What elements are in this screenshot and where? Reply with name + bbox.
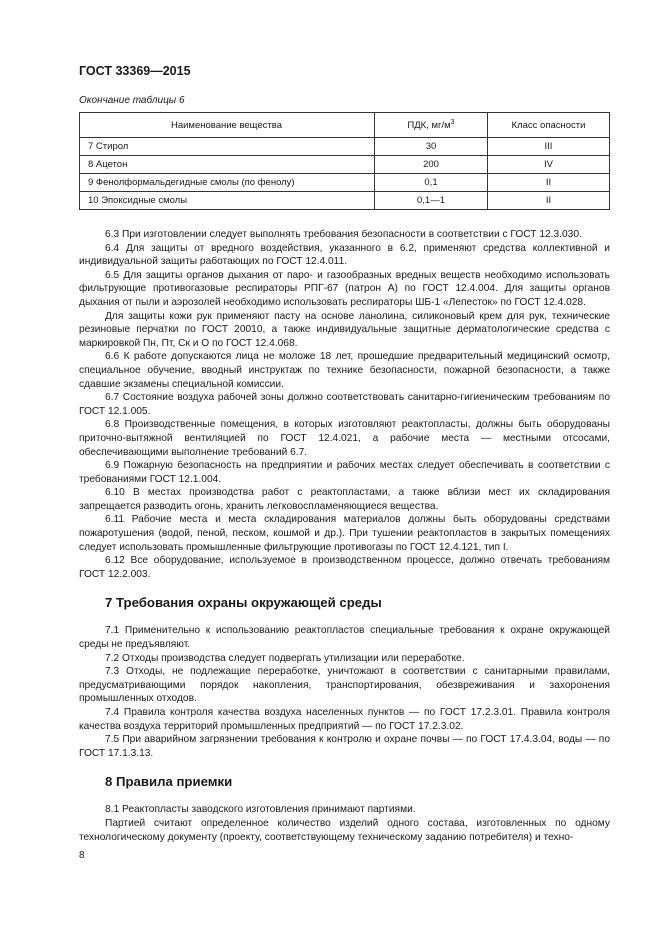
table-row (80, 156, 610, 174)
table-caption: Окончание таблицы 6 (79, 95, 185, 106)
cell-pdk: 30 (375, 138, 488, 156)
cell-substance: 9 Фенолформальдегидные смолы (по фенолу) (80, 174, 375, 192)
document-body (79, 228, 610, 844)
header-pdk (375, 113, 488, 138)
paragraph-6-6: 6.6 К работе допускаются лица не моложе 18 лет, прошедшие предварительный медицинский осмотр, специальное обучение, вводный инструктаж по технике безопасности, пожарной безопасности, а также сдавшие экзамены специальной комиссии. (79, 351, 610, 390)
paragraph-7-2: 7.2 Отходы производства следует подвергать утилизации или переработке. (105, 652, 465, 664)
paragraph-6-8: 6.8 Производственные помещения, в которых изготовляют реактопласты, должны быть оборудованы приточно-вытяжной вентиляцией по ГОСТ 12.4.021, а рабочие места — местными отсосами, обеспечивающими выполнение требований 6.7. (79, 419, 610, 458)
paragraph-7-5: 7.5 При аварийном загрязнении требования к контролю и охране почвы — по ГОСТ 17.4.3.04, воды — по ГОСТ 17.1.3.13. (79, 734, 610, 759)
cell-substance: 10 Эпоксидные смолы (80, 192, 375, 210)
table-header-row (80, 113, 610, 138)
paragraph-skin-protection: Для защиты кожи рук применяют пасту на основе ланолина, силиконовый крем для рук, технические резиновые перчатки по ГОСТ 20010, а также индивидуальные защитные дерматологические средства с маркировкой Пн, Пт, Ск и О по ГОСТ 12.4.068. (79, 310, 610, 349)
cell-pdk: 0,1 (375, 174, 488, 192)
paragraph-7-4: 7.4 Правила контроля качества воздуха населенных пунктов — по ГОСТ 17.2.3.01. Правила контроля качества воздуха территорий промышленных предприятий — по ГОСТ 17.2.3.02. (79, 707, 610, 732)
section-7-title: 7 Требования охраны окружающей среды (105, 595, 382, 611)
header-hazard-class: Класс опасности (488, 113, 610, 138)
cell-substance: 7 Стирол (80, 138, 375, 156)
hazard-table (79, 112, 610, 210)
section-8-title: 8 Правила приемки (105, 774, 233, 790)
table-row (80, 192, 610, 210)
paragraph-6-7: 6.7 Состояние воздуха рабочей зоны должно соответствовать санитарно-гигиеническим требованиям по ГОСТ 12.1.005. (79, 392, 610, 417)
cell-class: II (488, 174, 610, 192)
table-row (80, 138, 610, 156)
cell-class: III (488, 138, 610, 156)
paragraph-7-3: 7.3 Отходы, не подлежащие переработке, уничтожают в соответствии с санитарными правилами, предусматривающими порядок накопления, транспортирования, обезвреживания и захоронения промышленных отходов. (79, 666, 610, 705)
table-row (80, 174, 610, 192)
paragraph-6-12: 6.12 Все оборудование, используемое в производственном процессе, должно отвечать требованиям ГОСТ 12.2.003. (79, 555, 610, 580)
paragraph-batch-definition: Партией считают определенное количество изделий одного состава, изготовленных по одному технологическому документу (проекту, соответствующему техническому заданию потребителя) и техно- (79, 817, 610, 843)
page-number: 8 (79, 850, 85, 861)
cell-class: IV (488, 156, 610, 174)
paragraph-6-3: 6.3 При изготовлении следует выполнять требования безопасности в соответствии с ГОСТ 12.3.030. (105, 229, 582, 240)
paragraph-6-10: 6.10 В местах производства работ с реактопластами, а также вблизи мест их складирования запрещается разводить огонь, хранить легковоспламеняющиеся вещества. (79, 487, 610, 512)
paragraph-6-9: 6.9 Пожарную безопасность на предприятии и рабочих местах следует обеспечивать в соответствии с требованиями ГОСТ 12.1.004. (79, 460, 610, 485)
cell-pdk: 200 (375, 156, 488, 174)
header-pdk-label: ПДК, мг/м (407, 119, 451, 131)
document-code: ГОСТ 33369—2015 (79, 64, 191, 78)
paragraph-8-1: 8.1 Реактопласты заводского изготовления принимают партиями. (105, 804, 416, 816)
paragraph-7-1: 7.1 Применительно к использованию реактопластов специальные требования к охране окружающей среды не предъявляют. (79, 625, 610, 651)
cell-class: II (488, 192, 610, 210)
paragraph-6-4: 6.4 Для защиты от вредного воздействия, указанного в 6.2, применяют средства коллективной и индивидуальной защиты работающих по ГОСТ 12.4.011. (79, 242, 610, 268)
header-substance-name: Наименование вещества (80, 113, 375, 138)
paragraph-6-5: 6.5 Для защиты органов дыхания от паро- и газообразных вредных веществ необходимо использовать фильтрующие противогазовые респираторы РПГ-67 (патрон А) по ГОСТ 12.4.004. Для защиты органов дыхания от пыли и аэрозолей необходимо использовать респираторы ШБ-1 «Лепесток» по ГОСТ 12.4.028. (79, 269, 610, 308)
header-pdk-superscript: 3 (450, 118, 455, 126)
cell-substance: 8 Ацетон (80, 156, 375, 174)
cell-pdk: 0,1—1 (375, 192, 488, 210)
paragraph-6-11: 6.11 Рабочие места и места складирования материалов должны быть оборудованы средствами пожаротушения (водой, пеной, песком, кошмой и др.). При тушении реактопластов в закрытых помещениях следует использовать промышленные фильтрующие противогазы по ГОСТ 12.4.121, тип I. (79, 514, 610, 553)
